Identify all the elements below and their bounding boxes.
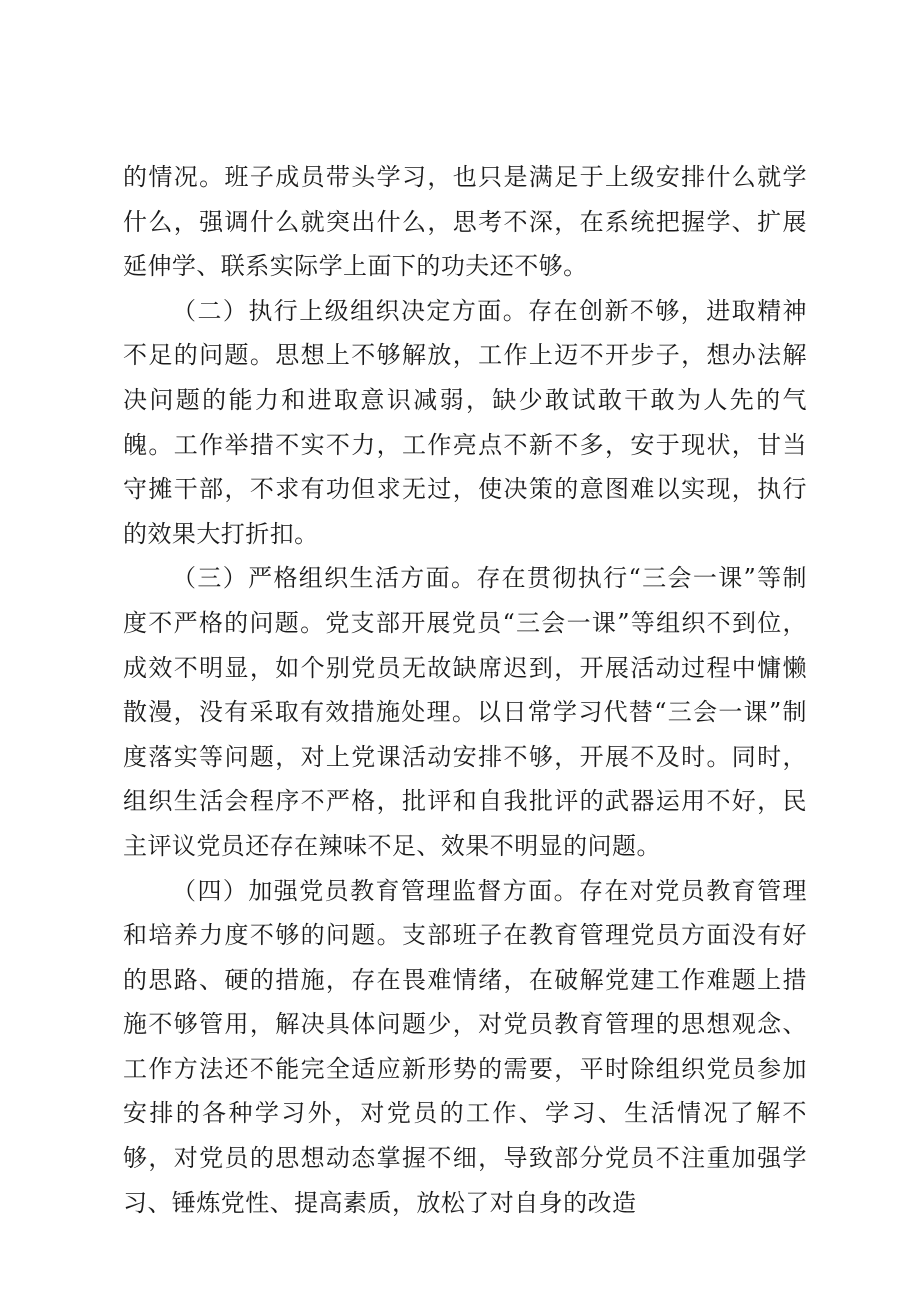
paragraph-section-two: （二）执行上级组织决定方面。存在创新不够，进取精神不足的问题。思想上不够解放，工作上迈不开步子，想办法解决问题的能力和进取意识减弱，缺少敢试敢干敢为人先的气魄。工作举措不实不力，工作亮点不新不多，安于现状，甘当守摊干部，不求有功但求无过，使决策的意图难以实现，执行的效果大打折扣。	[123, 296, 807, 548]
document-body	[123, 155, 807, 1225]
paragraph-section-three: （三）严格组织生活方面。存在贯彻执行“三会一课”等制度不严格的问题。党支部开展党员“三会一课”等组织不到位，成效不明显，如个别党员无故缺席迟到，开展活动过程中慵懒散漫，没有采取有效措施处理。以日常学习代替“三会一课”制度落实等问题，对上党课活动安排不够，开展不及时。同时，组织生活会程序不严格，批评和自我批评的武器运用不好，民主评议党员还存在辣味不足、效果不明显的问题。	[123, 564, 807, 860]
paragraph-section-four: （四）加强党员教育管理监督方面。存在对党员教育管理和培养力度不够的问题。支部班子在教育管理党员方面没有好的思路、硬的措施，存在畏难情绪，在破解党建工作难题上措施不够管用，解决具体问题少，对党员教育管理的思想观念、工作方法还不能完全适应新形势的需要，平时除组织党员参加安排的各种学习外，对党员的工作、学习、生活情况了解不够，对党员的思想动态掌握不细，导致部分党员不注重加强学习、锤炼党性、提高素质，放松了对自身的改造	[123, 876, 807, 1217]
paragraph-continuation: 的情况。班子成员带头学习，也只是满足于上级安排什么就学什么，强调什么就突出什么，思考不深，在系统把握学、扩展延伸学、联系实际学上面下的功夫还不够。	[123, 163, 807, 281]
